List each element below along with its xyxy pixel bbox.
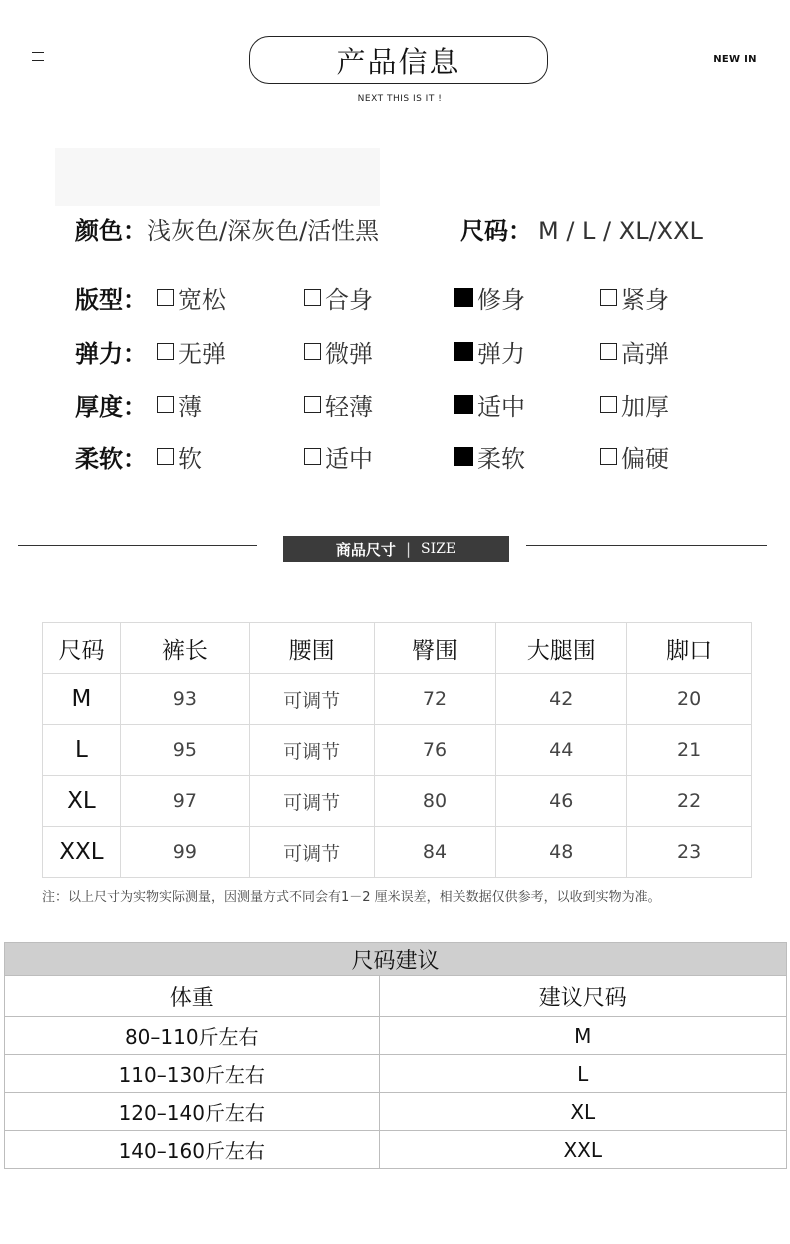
table-cell: 120–140斤左右 xyxy=(5,1093,380,1131)
table-cell: M xyxy=(43,674,121,725)
table-cell: XXL xyxy=(43,827,121,878)
table-cell: XXL xyxy=(379,1131,786,1169)
column-header: 脚口 xyxy=(627,623,752,674)
table-row xyxy=(43,674,752,725)
attr-option xyxy=(157,334,226,369)
table-cell: 可调节 xyxy=(249,725,374,776)
size-banner-en: SIZE xyxy=(421,541,457,557)
table-row xyxy=(43,827,752,878)
faded-banner xyxy=(55,148,380,206)
column-header: 体重 xyxy=(5,976,380,1017)
attr-option xyxy=(157,439,202,474)
table-cell: 可调节 xyxy=(249,827,374,878)
checkbox-icon xyxy=(600,343,617,360)
attr-option-label: 紧身 xyxy=(621,286,669,314)
attr-key: 厚度： xyxy=(75,393,147,421)
size-table xyxy=(42,622,752,878)
attr-option-label: 轻薄 xyxy=(325,393,373,421)
table-cell: 95 xyxy=(120,725,249,776)
attr-option-label: 柔软 xyxy=(477,445,525,473)
attr-option xyxy=(157,387,202,422)
table-cell: 110–130斤左右 xyxy=(5,1055,380,1093)
attr-option xyxy=(157,280,226,315)
table-cell: 80 xyxy=(374,776,496,827)
attr-option-label: 软 xyxy=(178,445,202,473)
attr-row-elasticity xyxy=(75,334,775,366)
checkbox-icon xyxy=(304,396,321,413)
attr-option-label: 弹力 xyxy=(477,340,525,368)
attr-option-selected xyxy=(454,387,525,422)
attr-option xyxy=(304,439,373,474)
new-in-tag: NEW IN xyxy=(713,54,757,65)
column-header: 臀围 xyxy=(374,623,496,674)
size-banner-title: 商品尺寸 xyxy=(335,540,396,559)
checkbox-icon xyxy=(157,289,174,306)
checkbox-icon xyxy=(600,396,617,413)
table-cell: 80–110斤左右 xyxy=(5,1017,380,1055)
attr-option-label: 无弹 xyxy=(178,340,226,368)
attr-option xyxy=(600,280,669,315)
attr-option-label: 适中 xyxy=(325,445,373,473)
checkbox-icon xyxy=(304,448,321,465)
divider-right xyxy=(526,545,767,546)
column-header: 尺码 xyxy=(43,623,121,674)
column-header: 大腿围 xyxy=(496,623,627,674)
table-cell: 22 xyxy=(627,776,752,827)
table-cell: 可调节 xyxy=(249,674,374,725)
measurement-note: 注：以上尺寸为实物实际测量，因测量方式不同会有1－2 厘米误差，相关数据仅供参考，以收到实物为准。 xyxy=(42,890,661,905)
table-cell: 20 xyxy=(627,674,752,725)
table-cell: L xyxy=(43,725,121,776)
color-line xyxy=(75,211,379,246)
size-banner-separator: | xyxy=(405,540,411,558)
table-cell: XL xyxy=(379,1093,786,1131)
attr-option-label: 高弹 xyxy=(621,340,669,368)
checkbox-icon xyxy=(157,343,174,360)
checkbox-icon xyxy=(304,343,321,360)
attr-option-label: 适中 xyxy=(477,393,525,421)
checkbox-checked-icon xyxy=(454,395,473,414)
color-key: 颜色： xyxy=(75,217,147,245)
attr-option-selected xyxy=(454,280,525,315)
attr-option xyxy=(600,334,669,369)
menu-icon[interactable] xyxy=(32,52,44,62)
attr-option-label: 修身 xyxy=(477,286,525,314)
attr-key: 柔软： xyxy=(75,445,147,473)
attr-key: 版型： xyxy=(75,286,147,314)
attr-option xyxy=(304,387,373,422)
table-row xyxy=(43,725,752,776)
table-cell: 76 xyxy=(374,725,496,776)
attr-option-selected xyxy=(454,334,525,369)
table-cell: 48 xyxy=(496,827,627,878)
page-subtitle: NEXT THIS IS IT ! xyxy=(357,94,443,104)
table-row xyxy=(5,1131,787,1169)
checkbox-icon xyxy=(600,289,617,306)
attr-option-label: 宽松 xyxy=(178,286,226,314)
table-cell: 72 xyxy=(374,674,496,725)
table-row xyxy=(5,1055,787,1093)
attr-key: 弹力： xyxy=(75,340,147,368)
attr-option-label: 合身 xyxy=(325,286,373,314)
column-header: 裤长 xyxy=(120,623,249,674)
size-key: 尺码： xyxy=(460,217,532,245)
table-cell: 97 xyxy=(120,776,249,827)
attr-row-thickness xyxy=(75,387,775,419)
column-header: 建议尺码 xyxy=(379,976,786,1017)
table-row xyxy=(5,1017,787,1055)
table-cell: XL xyxy=(43,776,121,827)
attr-option xyxy=(304,280,373,315)
table-cell: 93 xyxy=(120,674,249,725)
size-section-banner xyxy=(283,536,509,562)
checkbox-checked-icon xyxy=(454,288,473,307)
attr-option-selected xyxy=(454,439,525,474)
checkbox-icon xyxy=(157,396,174,413)
attr-row-softness xyxy=(75,439,775,471)
size-recommendation-table xyxy=(4,942,787,1169)
attr-option-label: 加厚 xyxy=(621,393,669,421)
column-header: 腰围 xyxy=(249,623,374,674)
table-header-row xyxy=(5,976,787,1017)
page-title: 产品信息 xyxy=(249,36,548,84)
checkbox-icon xyxy=(157,448,174,465)
table-cell: 可调节 xyxy=(249,776,374,827)
checkbox-checked-icon xyxy=(454,342,473,361)
size-line xyxy=(460,211,703,246)
table-cell: 44 xyxy=(496,725,627,776)
table-cell: 42 xyxy=(496,674,627,725)
table-cell: 21 xyxy=(627,725,752,776)
color-value: 浅灰色/深灰色/活性黑 xyxy=(147,217,380,245)
attr-option-label: 偏硬 xyxy=(621,445,669,473)
table-cell: 23 xyxy=(627,827,752,878)
table-cell: M xyxy=(379,1017,786,1055)
attr-option-label: 薄 xyxy=(178,393,202,421)
table-cell: 140–160斤左右 xyxy=(5,1131,380,1169)
attr-option-label: 微弹 xyxy=(325,340,373,368)
attr-row-fit xyxy=(75,280,775,312)
table-cell: 84 xyxy=(374,827,496,878)
checkbox-icon xyxy=(304,289,321,306)
attr-option xyxy=(600,387,669,422)
divider-left xyxy=(18,545,257,546)
table-row xyxy=(5,1093,787,1131)
table-header-row xyxy=(43,623,752,674)
size-value: M / L / XL/XXL xyxy=(538,217,703,245)
checkbox-checked-icon xyxy=(454,447,473,466)
table-cell: L xyxy=(379,1055,786,1093)
table-caption-row xyxy=(5,943,787,976)
table-row xyxy=(43,776,752,827)
recommendation-title: 尺码建议 xyxy=(5,943,787,976)
attr-option xyxy=(600,439,669,474)
checkbox-icon xyxy=(600,448,617,465)
table-cell: 99 xyxy=(120,827,249,878)
attr-option xyxy=(304,334,373,369)
table-cell: 46 xyxy=(496,776,627,827)
